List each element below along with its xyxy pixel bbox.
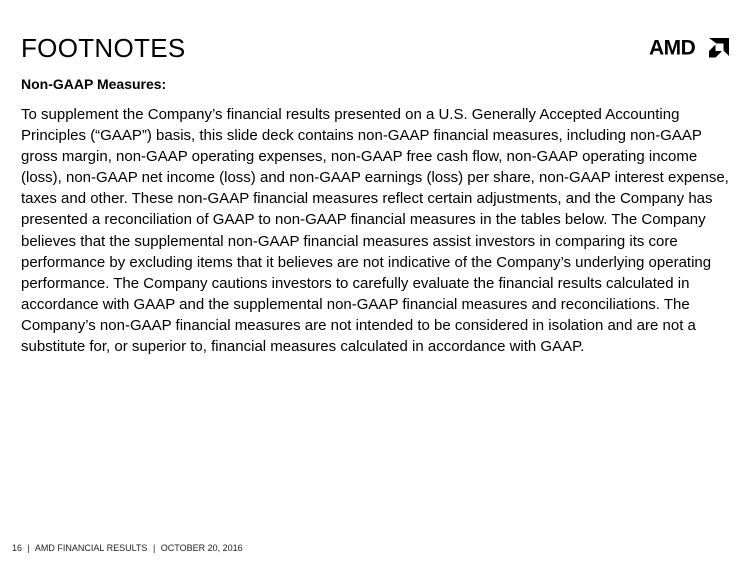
- footer-date: OCTOBER 20, 2016: [160, 543, 243, 553]
- footer-separator: |: [152, 543, 156, 553]
- footer-separator: |: [27, 543, 30, 553]
- amd-logo-graphic: [649, 36, 731, 58]
- body-paragraph: To supplement the Company’s financial results presented on a U.S. Generally Accepted Accounting Principles (“GAAP”) basis, this slide deck contains non-GAAP financial measures, including non-GAAP gross margin, non-GAAP operating expenses, non-GAAP free cash flow, non-GAAP operating income (loss), non-GAAP net income (loss) and non-GAAP earnings (loss) per share, non-GAAP interest expense, taxes and other. These non-GAAP financial measures reflect certain adjustments, and the Company has presented a reconciliation of GAAP to non-GAAP financial measures in the tables below. The Company believes that the supplemental non-GAAP financial measures assist investors in comparing its core performance by excluding items that it believes are not indicative of the Company’s underlying operating performance. The Company cautions investors to carefully evaluate the financial results calculated in accordance with GAAP and the supplemental non-GAAP financial measures and reconciliations. The Company’s non-GAAP financial measures are not intended to be considered in isolation and are not a substitute for, or superior to, financial measures calculated in accordance with GAAP.: [21, 106, 729, 356]
- amd-arrow-icon: [709, 38, 729, 58]
- page-number: 16: [12, 543, 23, 553]
- amd-logo-text: AMD: [649, 36, 696, 58]
- slide-footer: [12, 542, 243, 554]
- page-title: FOOTNOTES: [21, 33, 186, 63]
- section-heading: Non-GAAP Measures:: [21, 76, 167, 92]
- amd-logo: [649, 36, 731, 58]
- footer-doc-title: AMD FINANCIAL RESULTS: [34, 543, 148, 553]
